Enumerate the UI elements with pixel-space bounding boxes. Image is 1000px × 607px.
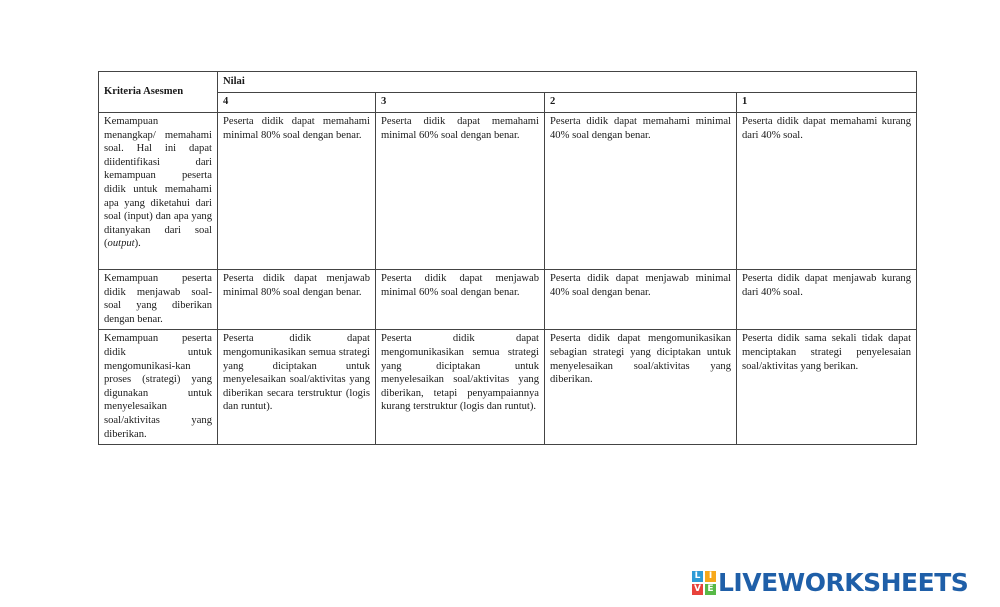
logo-letter-e: E xyxy=(705,584,716,595)
score-cell-2: Peserta didik dapat mengomunikasikan sebagian strategi yang diciptakan untuk menyelesaikan soal/aktivitas yang diberikan. xyxy=(545,330,737,445)
score-cell-1: Peserta didik sama sekali tidak dapat menciptakan strategi penyelesaian soal/aktivitas yang berikan. xyxy=(737,330,917,445)
liveworksheets-watermark xyxy=(692,569,968,597)
score-header-1: 1 xyxy=(737,93,917,113)
criteria-cell xyxy=(99,113,218,270)
table-row xyxy=(99,113,917,270)
criteria-cell: Kemampuan peserta didik untuk mengomunikasi-kan proses (strategi) yang digunakan untuk menyelesaikan soal/aktivitas yang diberikan. xyxy=(99,330,218,445)
score-cell-4: Peserta didik dapat memahami minimal 80% soal dengan benar. xyxy=(218,113,376,270)
score-cell-3: Peserta didik dapat mengomunikasikan semua strategi yang diciptakan untuk menyelesaikan soal/aktivitas yang diberikan, tetapi penyampaiannya kurang terstruktur (logis dan runtut). xyxy=(376,330,545,445)
score-cell-4: Peserta didik dapat mengomunikasikan semua strategi yang diciptakan untuk menyelesaikan soal/aktivitas yang diberikan secara terstruktur (logis dan runtut). xyxy=(218,330,376,445)
score-cell-2: Peserta didik dapat memahami minimal 40% soal dengan benar. xyxy=(545,113,737,270)
logo-letter-v: V xyxy=(692,584,703,595)
score-cell-2: Peserta didik dapat menjawab minimal 40% soal dengan benar. xyxy=(545,270,737,330)
score-cell-3: Peserta didik dapat menjawab minimal 60% soal dengan benar. xyxy=(376,270,545,330)
liveworksheets-logo-icon xyxy=(692,571,716,595)
logo-letter-i: I xyxy=(705,571,716,582)
criteria-header: Kriteria Asesmen xyxy=(99,72,218,113)
score-cell-4: Peserta didik dapat menjawab minimal 80% soal dengan benar. xyxy=(218,270,376,330)
assessment-rubric-table xyxy=(98,71,917,445)
score-header-2: 2 xyxy=(545,93,737,113)
criteria-italic-text: output xyxy=(107,238,135,250)
criteria-text-end: ). xyxy=(134,238,141,250)
table-row xyxy=(99,330,917,445)
score-header-4: 4 xyxy=(218,93,376,113)
score-cell-1: Peserta didik dapat memahami kurang dari 40% soal. xyxy=(737,113,917,270)
score-cell-1: Peserta didik dapat menjawab kurang dari 40% soal. xyxy=(737,270,917,330)
watermark-text: LIVEWORKSHEETS xyxy=(718,568,969,597)
logo-letter-l: L xyxy=(692,571,703,582)
criteria-text: Kemampuan menangkap/ memahami soal. Hal ini dapat diidentifikasi dari kemampuan peserta didik untuk memahami apa yang diketahui dari soal (input) dan apa yang ditanyakan dari soal ( xyxy=(104,116,212,250)
nilai-header: Nilai xyxy=(218,72,917,93)
score-cell-3: Peserta didik dapat memahami minimal 60% soal dengan benar. xyxy=(376,113,545,270)
table-row xyxy=(99,270,917,330)
criteria-cell: Kemampuan peserta didik menjawab soal-soal yang diberikan dengan benar. xyxy=(99,270,218,330)
score-header-3: 3 xyxy=(376,93,545,113)
